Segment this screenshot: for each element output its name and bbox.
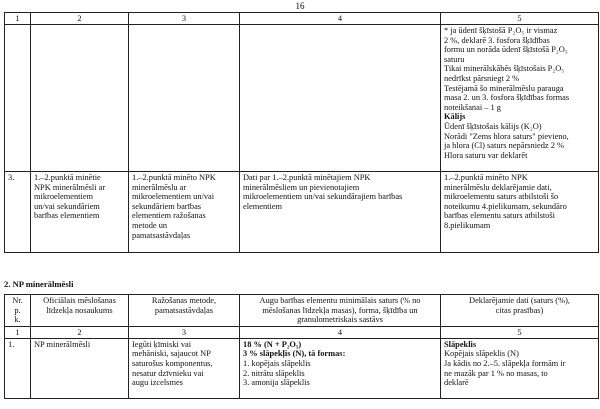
- text-line: mikroelementiem: [34, 192, 94, 202]
- text-line: k.: [14, 315, 21, 325]
- column-number-row: [5, 326, 599, 338]
- text-line: 8.pielikumam: [444, 220, 491, 230]
- text-line: Norādi "Zems hlora saturs" pievieno,: [444, 131, 569, 141]
- text-line: 1.–2.punktā minētie: [34, 173, 101, 182]
- column-number: 1: [5, 13, 31, 25]
- column-number: 2: [31, 326, 129, 338]
- column-number: 4: [240, 326, 441, 338]
- header-cell-official-name: [31, 295, 129, 327]
- production-method-cell: [129, 172, 240, 253]
- text-line: noteikšanai – 1 g: [444, 102, 501, 112]
- official-name-cell: NP minerālmēsli: [31, 338, 129, 398]
- text-line: Dati par 1.–2.punktā minētajiem NPK: [243, 173, 371, 182]
- table-row: [5, 172, 599, 253]
- text-line: elementiem: [243, 201, 283, 211]
- text-line: augu izcelsmes: [132, 378, 183, 388]
- text-line: pamatsastāvdaļas: [154, 305, 214, 315]
- text-line: Ja kādis no 2.–5. slāpekļa formām ir: [444, 358, 566, 368]
- text-line: Testējamā šo minerālmēslu parauga: [444, 83, 564, 93]
- nitrogen-heading: Slāpeklis: [444, 339, 477, 349]
- cell-lines: [8, 296, 27, 325]
- text-line: 18 % (N + P₂O₅): [243, 339, 302, 349]
- official-name-cell: [31, 172, 129, 253]
- text-line: 3 % slāpekļis (N), tā formas:: [243, 349, 346, 359]
- table-cell: [129, 25, 240, 172]
- text-line: mehāniski, sajaucot NP: [132, 349, 211, 359]
- row-number: 3.: [5, 172, 31, 253]
- header-cell-declared-data: [441, 295, 599, 327]
- cell-lines: [34, 296, 125, 315]
- declared-data-cell: [441, 338, 599, 398]
- text-line: * ja ūdenī šķīstošā P₂O₅ ir vismaz: [444, 26, 558, 35]
- text-line: sekundāriem barības: [132, 201, 202, 211]
- text-line: Augu barības elementu minimālais saturs (% no: [259, 296, 421, 305]
- text-line: barības elementiem: [34, 211, 100, 221]
- text-line: formu un norāda ūdenī šķīstošā P₂O₅: [444, 45, 568, 55]
- nutrient-content-cell: [240, 338, 441, 398]
- column-number: 5: [441, 13, 599, 25]
- column-number: 1: [5, 326, 31, 338]
- text-line: Deklarējamie dati (saturs (%),: [469, 296, 570, 305]
- table-row: [5, 25, 599, 172]
- text-line: Oficiālais mēslošanas: [43, 296, 116, 305]
- text-line: metode un: [132, 220, 168, 230]
- declared-data-cell: [441, 25, 599, 172]
- phosphorus-notes: [444, 26, 595, 112]
- text-line: ja hlora (Cl) saturs nepārsniedz 2 %: [444, 141, 565, 151]
- text-line: mikroelementiem un/vai sekundārajiem barības: [243, 192, 403, 202]
- text-line: saturu: [444, 54, 465, 64]
- text-line: nesatur dzīvnieku vai: [132, 368, 204, 378]
- header-cell-number: [5, 295, 31, 327]
- table-cell: [5, 25, 31, 172]
- text-line: minerālmēslu deklarējamie dati,: [444, 182, 552, 192]
- header-cell-production-method: [129, 295, 240, 327]
- text-line: pamatsastāvdaļas: [132, 230, 191, 240]
- column-number: 2: [31, 13, 129, 25]
- table-header-row: [5, 295, 599, 327]
- table-cell: [31, 25, 129, 172]
- cell-lines: [34, 173, 125, 221]
- text-line: 2. nitrātu slāpeklis: [243, 368, 305, 378]
- text-line: saturošus komponentus,: [132, 358, 213, 368]
- nutrient-content-cell: [240, 172, 441, 253]
- text-line: līdzekļa nosaukums: [46, 305, 113, 315]
- text-line: masa 2. un 3. fosfora šķīdības formas: [444, 93, 570, 103]
- cell-lines: [444, 349, 595, 387]
- text-line: Tikai minerālskābēs šķīstošais P₂O₅: [444, 64, 565, 74]
- text-line: Kopējais slāpeklis (N): [444, 349, 519, 359]
- cell-lines: [243, 296, 437, 325]
- text-line: minerālmēslu ar: [132, 182, 187, 192]
- text-line: Ražošanas metode,: [151, 296, 217, 305]
- text-line: mēslošanas līdzekļa masas), forma, šķīdība un: [262, 305, 418, 315]
- text-line: 2 %, deklarē 3. fosfora šķīdības: [444, 35, 550, 45]
- text-line: Iegūti ķīmiski vai: [132, 339, 192, 349]
- cell-lines: [132, 340, 236, 388]
- text-line: Hlora saturu var deklarēt: [444, 150, 528, 160]
- production-method-cell: [129, 338, 240, 398]
- column-number: 4: [240, 13, 441, 25]
- column-number: 3: [129, 326, 240, 338]
- text-line: un/vai sekundāriem: [34, 201, 100, 211]
- np-fertilizer-table: [4, 294, 599, 399]
- potassium-notes: [444, 122, 595, 160]
- minimum-content-lines: [243, 340, 437, 359]
- cell-lines: [243, 173, 437, 211]
- header-cell-nutrient-content: [240, 295, 441, 327]
- text-line: NPK minerālmēsli ar: [34, 182, 106, 192]
- declared-data-cell: [441, 172, 599, 253]
- table-cell: [240, 25, 441, 172]
- text-line: Ūdenī šķīstošais kālijs (K₂O): [444, 121, 542, 131]
- text-line: 1. kopējais slāpeklis: [243, 358, 311, 368]
- text-line: 1.–2.punktā minēto NPK: [444, 173, 528, 182]
- text-line: noteikumu 4.pielikumam, sekundāro: [444, 201, 567, 211]
- cell-lines: [444, 296, 595, 315]
- text-line: citas prasības): [495, 305, 544, 315]
- text-line: p.: [14, 305, 21, 315]
- text-line: 1.–2.punktā minēto NPK: [132, 173, 216, 182]
- table-row: [5, 338, 599, 398]
- nitrogen-forms-list: [243, 359, 437, 388]
- text-line: mikroelementiem un/vai: [132, 192, 215, 202]
- column-number-row: [5, 13, 599, 25]
- text-line: ne mazāk par 1 % no masas, to: [444, 368, 548, 378]
- cell-lines: [444, 173, 595, 231]
- fertilizer-table-continued: [4, 12, 599, 253]
- text-line: deklarē: [444, 378, 469, 388]
- column-number: 5: [441, 326, 599, 338]
- text-line: minerālmēsliem un pievienotajiem: [243, 182, 360, 192]
- section-title: 2. NP minerālmēsli: [4, 279, 74, 289]
- cell-lines: [132, 173, 236, 240]
- column-number: 3: [129, 13, 240, 25]
- text-line: Nr.: [12, 296, 23, 305]
- cell-lines: [132, 296, 236, 315]
- text-line: 3. amonija slāpeklis: [243, 378, 310, 388]
- text-line: granulometriskais sastāvs: [297, 315, 383, 325]
- page-number: 16: [295, 1, 305, 11]
- potassium-heading: Kālijs: [444, 112, 466, 122]
- text-line: elementiem ražošanas: [132, 211, 206, 221]
- text-line: nedrīkst pārsniegt 2 %: [444, 73, 520, 83]
- text-line: mikroelementu saturs atbilstoši šo: [444, 192, 559, 202]
- text-line: barības elementu saturs atbilstoši: [444, 211, 555, 221]
- row-number: 1.: [5, 338, 31, 398]
